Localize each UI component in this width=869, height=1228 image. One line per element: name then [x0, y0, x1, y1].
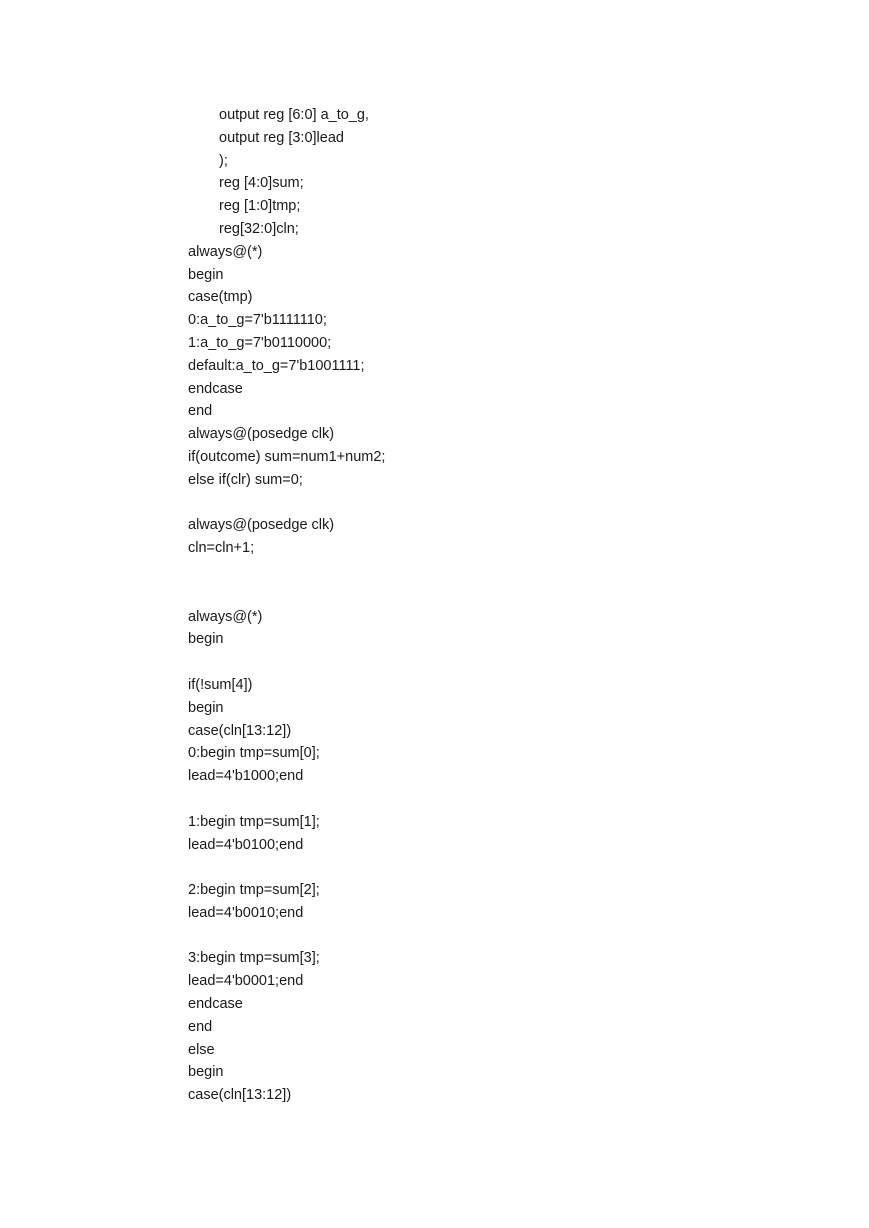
code-line: endcase: [188, 380, 243, 397]
code-line: reg [1:0]tmp;: [219, 198, 301, 215]
code-line: always@(*): [188, 243, 263, 260]
code-line: output reg [3:0]lead: [219, 129, 344, 146]
blank-line: [188, 492, 808, 515]
code-line: always@(posedge clk): [188, 426, 335, 443]
code-line: lead=4'b1000;end: [188, 768, 304, 785]
code-line: begin: [188, 1064, 224, 1081]
code-line: always@(*): [188, 608, 263, 625]
code-line: if(!sum[4]): [188, 676, 253, 693]
code-line: begin: [188, 631, 224, 648]
code-line: end: [188, 403, 213, 420]
code-line: else if(clr) sum=0;: [188, 471, 303, 488]
code-line: 2:begin tmp=sum[2];: [188, 882, 320, 899]
code-listing: [188, 104, 808, 1107]
code-line: case(cln[13:12]): [188, 722, 292, 739]
code-line: end: [188, 1018, 213, 1035]
blank-line: [188, 651, 808, 674]
code-line: output reg [6:0] a_to_g,: [219, 107, 369, 123]
code-line: );: [219, 152, 228, 169]
code-line: lead=4'b0001;end: [188, 973, 304, 990]
blank-line: [188, 925, 808, 948]
code-line: if(outcome) sum=num1+num2;: [188, 448, 386, 465]
code-line: reg [4:0]sum;: [219, 175, 304, 192]
code-line: endcase: [188, 996, 243, 1013]
code-line: lead=4'b0100;end: [188, 836, 304, 853]
code-line: case(cln[13:12]): [188, 1087, 292, 1104]
blank-line: [188, 856, 808, 879]
code-line: 0:begin tmp=sum[0];: [188, 745, 320, 762]
code-line: default:a_to_g=7'b1001111;: [188, 357, 365, 374]
code-line: 3:begin tmp=sum[3];: [188, 950, 320, 967]
code-line: always@(posedge clk): [188, 517, 335, 534]
code-line: 0:a_to_g=7'b1111110;: [188, 312, 327, 329]
code-line: else: [188, 1041, 215, 1058]
code-line: case(tmp): [188, 289, 253, 306]
blank-line: [188, 583, 808, 606]
code-line: cln=cln+1;: [188, 540, 255, 557]
code-line: begin: [188, 699, 224, 716]
blank-line: [188, 560, 808, 583]
code-line: begin: [188, 266, 224, 283]
code-line: 1:a_to_g=7'b0110000;: [188, 334, 332, 351]
code-line: 1:begin tmp=sum[1];: [188, 813, 320, 830]
code-line: lead=4'b0010;end: [188, 904, 304, 921]
blank-line: [188, 788, 808, 811]
code-line: reg[32:0]cln;: [219, 220, 299, 237]
